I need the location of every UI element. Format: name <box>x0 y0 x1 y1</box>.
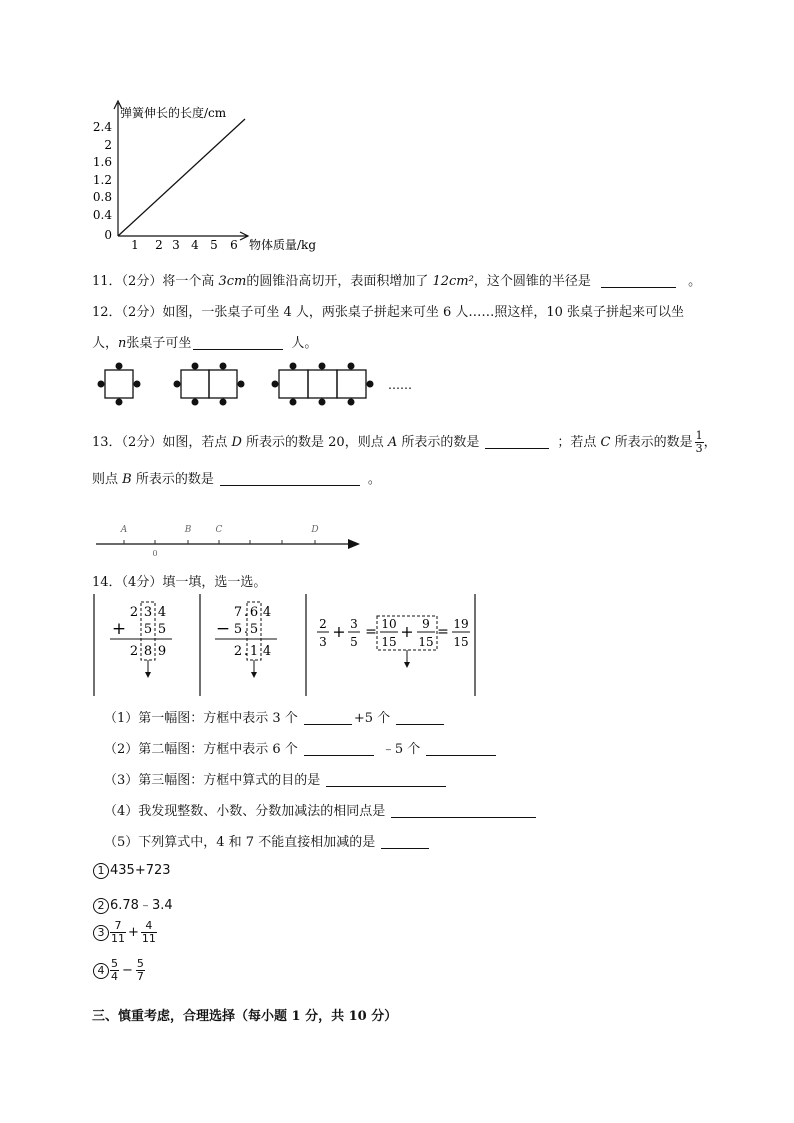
svg-text:1: 1 <box>249 644 259 659</box>
question-14-title: 14．（4分）填一填，选一选。 <box>92 575 267 590</box>
question-13: 13．（2分）如图，若点 D 所表示的数是 20，则点 A 所表示的数是 ；若点 C 所表示的数是 $\frac{1}{3}$ ， <box>92 429 717 455</box>
graph-xlabel: 物体质量/kg <box>249 238 316 252</box>
seat <box>98 381 105 388</box>
svg-text:.: . <box>243 622 249 637</box>
option-2[interactable]: 2 6.78﹣3.4 <box>93 894 173 914</box>
table <box>181 370 209 398</box>
question-11: 11．（2分）将一个高 3cm的圆锥沿高切开，表面积增加了 12cm²，这个圆锥的半径是 。 <box>92 274 702 289</box>
svg-text:10: 10 <box>381 617 397 631</box>
q14-sub2: （2）第二幅图：方框中表示 6 个 ﹣5 个 <box>104 738 496 757</box>
svg-text:15: 15 <box>381 635 397 649</box>
answer-blank[interactable] <box>381 834 429 849</box>
svg-text:3: 3 <box>143 605 153 620</box>
y-tick: 0 <box>104 228 112 242</box>
x-tick: 2 <box>155 238 163 252</box>
down-arrow-head <box>404 662 410 668</box>
graph-ylabel: 弹簧伸长的长度/cm <box>120 106 227 120</box>
svg-text:.: . <box>243 605 249 620</box>
svg-text:+: + <box>332 622 346 641</box>
svg-text:2: 2 <box>233 644 243 659</box>
x-tick: 4 <box>191 238 199 252</box>
answer-blank[interactable] <box>193 335 283 350</box>
table <box>308 370 337 398</box>
option-3[interactable]: 3 $\frac{7}{11}$ + $\frac{4}{11}$ <box>93 920 157 945</box>
answer-blank[interactable] <box>220 471 360 486</box>
option-1[interactable]: 1 435+723 <box>93 863 171 879</box>
seat <box>290 399 297 406</box>
svg-text:−: − <box>215 619 231 639</box>
zero-label: 0 <box>152 549 158 558</box>
seat <box>134 381 141 388</box>
section-3-heading: 三、慎重考虑，合理选择（每小题 1 分，共 10 分） <box>92 1009 398 1024</box>
y-tick: 0.8 <box>92 190 112 204</box>
svg-text:9: 9 <box>157 644 167 659</box>
answer-blank[interactable] <box>485 434 549 449</box>
y-tick: 2 <box>104 138 112 152</box>
option-4[interactable]: 4 $\frac{5}{4}$ − $\frac{5}{7}$ <box>93 958 145 983</box>
question-13-line2: 则点 B 所表示的数是 。 <box>92 472 381 487</box>
down-arrow-head <box>145 672 151 678</box>
point-label: D <box>311 525 319 535</box>
seat <box>220 363 227 370</box>
down-arrow-head <box>251 672 257 678</box>
svg-text:4: 4 <box>262 605 272 620</box>
svg-text:2: 2 <box>129 605 139 620</box>
svg-text:5: 5 <box>350 635 358 649</box>
seat <box>319 399 326 406</box>
answer-blank[interactable] <box>426 741 496 756</box>
seat <box>174 381 181 388</box>
y-tick: 1.2 <box>92 173 112 187</box>
q14-sub1: （1）第一幅图：方框中表示 3 个 +5 个 <box>104 707 444 726</box>
point-label: C <box>215 525 223 535</box>
svg-text:15: 15 <box>453 635 469 649</box>
y-tick: 0.4 <box>92 208 112 222</box>
q14-figures <box>90 592 480 698</box>
table <box>279 370 308 398</box>
svg-text:6: 6 <box>249 605 259 620</box>
seat <box>238 381 245 388</box>
point-label: B <box>184 525 192 535</box>
spring-graph <box>88 95 348 255</box>
seat <box>116 363 123 370</box>
answer-blank[interactable] <box>396 710 444 725</box>
table <box>209 370 237 398</box>
svg-text:3: 3 <box>319 635 327 649</box>
figure-1 <box>112 605 166 659</box>
q14-sub4: （4）我发现整数、小数、分数加减法的相同点是 <box>104 800 536 819</box>
seat <box>272 381 279 388</box>
tables-figure <box>95 360 412 410</box>
seat <box>220 399 227 406</box>
data-line <box>118 119 245 236</box>
q14-sub3: （3）第三幅图：方框中算式的目的是 <box>104 769 446 788</box>
seat <box>192 399 199 406</box>
number-line <box>92 518 367 560</box>
y-tick: 1.6 <box>92 155 112 169</box>
svg-text:5: 5 <box>233 622 243 637</box>
seat <box>348 363 355 370</box>
svg-text:.: . <box>243 644 249 659</box>
figure-2 <box>216 605 271 659</box>
answer-blank[interactable] <box>326 772 446 787</box>
x-tick: 5 <box>210 238 218 252</box>
svg-text:+: + <box>400 622 414 641</box>
svg-text:5: 5 <box>157 622 167 637</box>
question-12: 12．（2分）如图，一张桌子可坐 4 人，两张桌子拼起来可坐 6 人……照这样，10 张桌子拼起来可以坐 <box>92 305 685 320</box>
y-tick: 2.4 <box>92 120 112 134</box>
question-12-line2: 人，n张桌子可坐 人。 <box>92 336 318 351</box>
svg-text:3: 3 <box>350 617 358 631</box>
seat <box>116 399 123 406</box>
answer-blank[interactable] <box>304 741 374 756</box>
seat <box>290 363 297 370</box>
table <box>105 370 133 398</box>
svg-text:19: 19 <box>453 617 469 631</box>
figure-3 <box>319 617 468 649</box>
answer-blank[interactable] <box>391 803 536 818</box>
svg-text:4: 4 <box>157 605 167 620</box>
seat <box>319 363 326 370</box>
table <box>337 370 366 398</box>
x-tick: 6 <box>230 238 238 252</box>
svg-text:5: 5 <box>143 622 153 637</box>
svg-text:15: 15 <box>418 635 434 649</box>
seat <box>367 381 374 388</box>
svg-text:=: = <box>437 624 449 640</box>
seat <box>348 399 355 406</box>
point-label: A <box>120 525 128 535</box>
svg-text:2: 2 <box>319 617 327 631</box>
svg-text:5: 5 <box>249 622 259 637</box>
answer-blank[interactable] <box>304 710 352 725</box>
seat <box>192 363 199 370</box>
svg-text:9: 9 <box>422 617 430 631</box>
svg-text:4: 4 <box>262 644 272 659</box>
ellipsis: …… <box>388 378 412 392</box>
svg-text:=: = <box>365 624 377 640</box>
x-tick: 1 <box>131 238 139 252</box>
svg-text:+: + <box>111 619 127 639</box>
svg-text:7: 7 <box>233 605 243 620</box>
number-line-arrow <box>348 539 360 549</box>
answer-blank[interactable] <box>601 273 676 288</box>
q14-sub5: （5）下列算式中，4 和 7 不能直接相加减的是 <box>104 831 429 850</box>
x-tick: 3 <box>172 238 180 252</box>
svg-text:8: 8 <box>143 644 153 659</box>
svg-text:2: 2 <box>129 644 139 659</box>
